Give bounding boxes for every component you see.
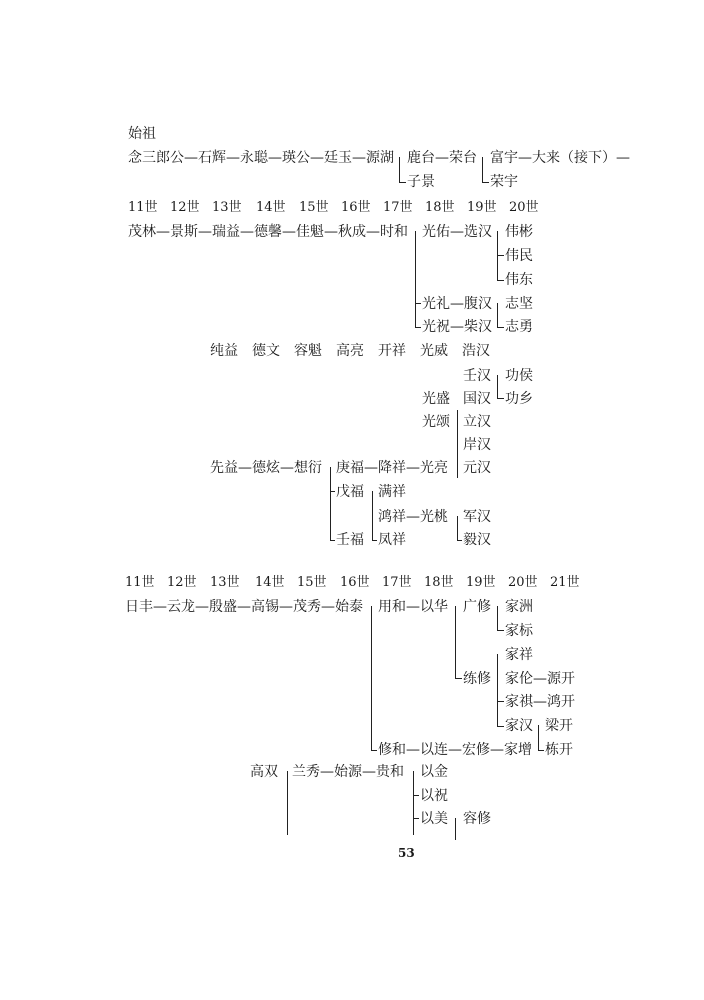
connector-line — [330, 491, 335, 492]
connector-line — [413, 795, 419, 796]
lineage-text: 家标 — [505, 623, 533, 639]
lineage-text: 日丰—云龙—殷盛—高锡—茂秀—始泰 — [125, 599, 363, 615]
lineage-text: 容魁 — [294, 343, 322, 359]
connector-line — [497, 327, 504, 328]
generation-label: 18世 — [424, 575, 454, 590]
lineage-text: 军汉 — [463, 509, 491, 525]
lineage-text: 鸿祥—光桃 — [378, 509, 448, 525]
lineage-text: 梁开 — [545, 718, 573, 734]
lineage-text: 国汉 — [463, 391, 491, 407]
lineage-text: 富宇—大来（接下）— — [490, 150, 630, 166]
lineage-text: 家伦—源开 — [505, 671, 575, 687]
generation-label: 21世 — [550, 575, 580, 590]
generation-label: 12世 — [167, 575, 197, 590]
connector-line — [538, 725, 539, 751]
lineage-text: 高双 — [250, 764, 278, 780]
lineage-text: 光盛 — [422, 391, 450, 407]
lineage-text: 功侯 — [505, 368, 533, 384]
connector-line — [330, 540, 335, 541]
connector-line — [455, 678, 462, 679]
lineage-text: 以祝 — [420, 788, 448, 804]
connector-line — [538, 750, 544, 751]
generation-label: 14世 — [256, 200, 286, 215]
connector-line — [497, 303, 498, 328]
connector-line — [413, 818, 419, 819]
connector-line — [497, 231, 498, 281]
lineage-text: 容修 — [463, 811, 491, 827]
lineage-text: 先益—德炫—想衍 — [210, 460, 322, 476]
lineage-text: 岸汉 — [463, 437, 491, 453]
lineage-text: 壬福 — [336, 532, 364, 548]
lineage-text: 立汉 — [463, 414, 491, 430]
connector-line — [372, 491, 373, 541]
lineage-text: 志坚 — [505, 296, 533, 312]
generation-label: 11世 — [125, 575, 155, 590]
connector-line — [482, 182, 489, 183]
lineage-text: 满祥 — [378, 484, 406, 500]
connector-line — [413, 771, 414, 835]
lineage-text: 功乡 — [505, 391, 533, 407]
generation-label: 15世 — [299, 200, 329, 215]
generation-label: 16世 — [340, 575, 370, 590]
lineage-text: 家祺—鸿开 — [505, 694, 575, 710]
generation-label: 17世 — [382, 575, 412, 590]
lineage-text: 子景 — [407, 174, 435, 190]
lineage-text: 家汉 — [505, 718, 533, 734]
lineage-text: 德文 — [252, 343, 280, 359]
lineage-text: 用和—以华 — [378, 599, 448, 615]
connector-line — [497, 701, 504, 702]
connector-line — [497, 280, 504, 281]
connector-line — [372, 540, 377, 541]
lineage-text: 栋开 — [545, 742, 573, 758]
connector-line — [497, 398, 504, 399]
lineage-text: 开祥 — [378, 343, 406, 359]
connector-line — [371, 606, 372, 751]
lineage-text: 光礼—腹汉 — [422, 296, 492, 312]
page-number: 53 — [398, 846, 415, 860]
generation-label: 20世 — [508, 575, 538, 590]
lineage-text: 毅汉 — [463, 532, 491, 548]
connector-line — [371, 750, 377, 751]
connector-line — [497, 630, 504, 631]
generation-label: 20世 — [509, 200, 539, 215]
connector-line — [457, 410, 458, 478]
lineage-text: 练修 — [463, 671, 491, 687]
connector-line — [457, 516, 458, 541]
lineage-text: 壬汉 — [463, 368, 491, 384]
lineage-text: 光威 — [420, 343, 448, 359]
generation-label: 19世 — [467, 200, 497, 215]
lineage-text: 高亮 — [336, 343, 364, 359]
lineage-text: 庚福—降祥—光亮 — [336, 460, 448, 476]
connector-line — [415, 327, 421, 328]
generation-label: 14世 — [255, 575, 285, 590]
generation-label: 11世 — [128, 200, 158, 215]
generation-label: 12世 — [170, 200, 200, 215]
lineage-text: 鹿台—荣台 — [407, 150, 477, 166]
lineage-text: 以金 — [420, 764, 448, 780]
lineage-text: 志勇 — [505, 319, 533, 335]
connector-line — [330, 467, 331, 541]
lineage-text: 光颂 — [422, 414, 450, 430]
connector-line — [415, 231, 416, 328]
lineage-text: 荣宇 — [490, 174, 518, 190]
lineage-text: 戊福 — [336, 484, 364, 500]
lineage-text: 家洲 — [505, 599, 533, 615]
lineage-text: 家祥 — [505, 647, 533, 663]
ancestor-heading: 始祖 — [128, 126, 156, 142]
lineage-text: 伟彬 — [505, 224, 533, 240]
connector-line — [497, 375, 498, 399]
lineage-text: 以美 — [420, 811, 448, 827]
lineage-text: 修和—以连—宏修—家增 — [378, 742, 532, 758]
lineage-text: 念三郎公—石辉—永聪—瑛公—廷玉—源湖 — [128, 150, 394, 166]
connector-line — [482, 157, 483, 183]
connector-line — [497, 255, 504, 256]
generation-label: 16世 — [341, 200, 371, 215]
connector-line — [457, 540, 462, 541]
connector-line — [497, 654, 498, 727]
lineage-text: 伟民 — [505, 248, 533, 264]
lineage-text: 光佑—选汉 — [422, 224, 492, 240]
lineage-text: 凤祥 — [378, 532, 406, 548]
lineage-text: 茂林—景斯—瑞益—德馨—佳魁—秋成—时和 — [128, 224, 408, 240]
generation-label: 15世 — [297, 575, 327, 590]
generation-label: 19世 — [466, 575, 496, 590]
connector-line — [415, 303, 421, 304]
lineage-text: 广修 — [463, 599, 491, 615]
lineage-text: 纯益 — [210, 343, 238, 359]
connector-line — [497, 726, 504, 727]
connector-line — [455, 606, 456, 679]
generation-label: 13世 — [210, 575, 240, 590]
connector-line — [455, 818, 456, 840]
connector-line — [399, 182, 406, 183]
lineage-text: 伟东 — [505, 272, 533, 288]
connector-line — [287, 771, 288, 835]
lineage-text: 浩汉 — [462, 343, 490, 359]
lineage-text: 元汉 — [463, 460, 491, 476]
lineage-text: 兰秀—始源—贵和 — [292, 764, 404, 780]
lineage-text: 光祝—柴汉 — [422, 319, 492, 335]
generation-label: 13世 — [212, 200, 242, 215]
connector-line — [497, 606, 498, 631]
generation-label: 17世 — [383, 200, 413, 215]
generation-label: 18世 — [425, 200, 455, 215]
connector-line — [399, 157, 400, 183]
